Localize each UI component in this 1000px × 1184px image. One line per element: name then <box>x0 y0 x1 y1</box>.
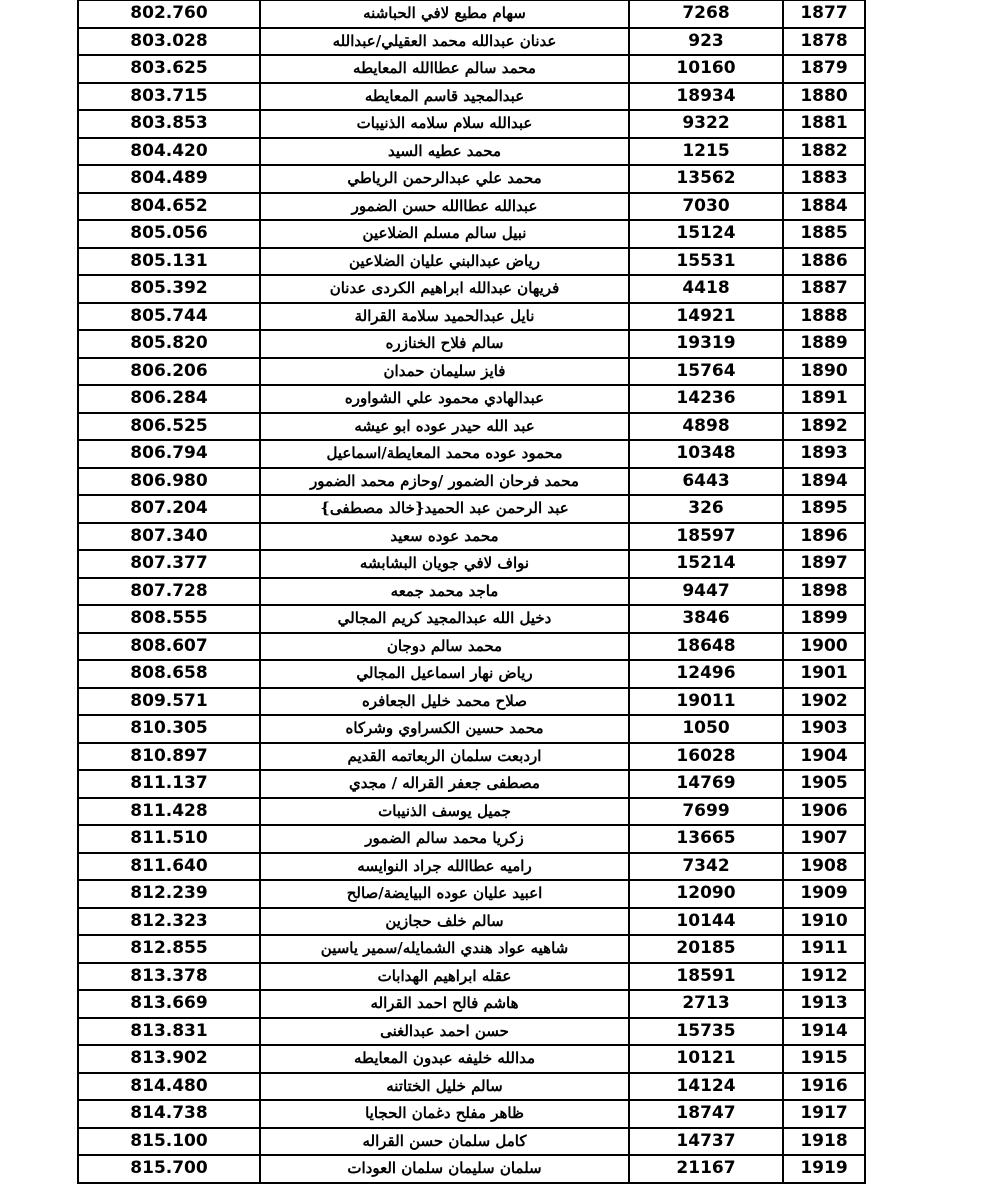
amount-cell: 805.056 <box>78 220 260 248</box>
id-cell: 19319 <box>629 330 783 358</box>
name-cell: نواف لافي جويان البشابشه <box>260 550 629 578</box>
name-cell: مصطفى جعفر القراله / مجدي <box>260 770 629 798</box>
sequence-cell: 1896 <box>783 523 865 551</box>
name-cell: سالم خلف حجازين <box>260 908 629 936</box>
name-cell: عبد الله حيدر عوده ابو عيشه <box>260 413 629 441</box>
sequence-cell: 1917 <box>783 1100 865 1128</box>
id-cell: 18648 <box>629 633 783 661</box>
table-row <box>78 1100 865 1128</box>
table-row <box>78 385 865 413</box>
sequence-cell: 1898 <box>783 578 865 606</box>
name-cell: سلمان سليمان سلمان العودات <box>260 1155 629 1183</box>
id-cell: 923 <box>629 28 783 56</box>
amount-cell: 815.700 <box>78 1155 260 1183</box>
sequence-cell: 1900 <box>783 633 865 661</box>
amount-cell: 806.980 <box>78 468 260 496</box>
sequence-cell: 1910 <box>783 908 865 936</box>
table-row <box>78 770 865 798</box>
id-cell: 15735 <box>629 1018 783 1046</box>
table-row <box>78 193 865 221</box>
name-cell: رياض عبدالبني عليان الضلاعين <box>260 248 629 276</box>
table-row <box>78 55 865 83</box>
sequence-cell: 1903 <box>783 715 865 743</box>
amount-cell: 803.853 <box>78 110 260 138</box>
amount-cell: 811.137 <box>78 770 260 798</box>
amount-cell: 809.571 <box>78 688 260 716</box>
table-row <box>78 110 865 138</box>
amount-cell: 807.204 <box>78 495 260 523</box>
id-cell: 18597 <box>629 523 783 551</box>
id-cell: 9447 <box>629 578 783 606</box>
amount-cell: 808.607 <box>78 633 260 661</box>
name-cell: عدنان عبدالله محمد العقيلي/عبدالله <box>260 28 629 56</box>
id-cell: 14737 <box>629 1128 783 1156</box>
amount-cell: 804.420 <box>78 138 260 166</box>
id-cell: 19011 <box>629 688 783 716</box>
sequence-cell: 1891 <box>783 385 865 413</box>
amount-cell: 805.744 <box>78 303 260 331</box>
table-row <box>78 578 865 606</box>
id-cell: 7030 <box>629 193 783 221</box>
table-row <box>78 1155 865 1183</box>
id-cell: 14921 <box>629 303 783 331</box>
name-cell: حسن احمد عبدالغنى <box>260 1018 629 1046</box>
table-row <box>78 138 865 166</box>
name-cell: عبدالله سلام سلامه الذنيبات <box>260 110 629 138</box>
table-row <box>78 413 865 441</box>
sequence-cell: 1879 <box>783 55 865 83</box>
table-row <box>78 550 865 578</box>
amount-cell: 805.820 <box>78 330 260 358</box>
sequence-cell: 1883 <box>783 165 865 193</box>
amount-cell: 815.100 <box>78 1128 260 1156</box>
table-row <box>78 880 865 908</box>
amount-cell: 805.392 <box>78 275 260 303</box>
id-cell: 4418 <box>629 275 783 303</box>
table-row <box>78 165 865 193</box>
sequence-cell: 1889 <box>783 330 865 358</box>
amount-cell: 810.305 <box>78 715 260 743</box>
name-cell: عبدالمجيد قاسم المعايطه <box>260 83 629 111</box>
amount-cell: 807.377 <box>78 550 260 578</box>
records-table <box>77 0 866 1184</box>
amount-cell: 813.669 <box>78 990 260 1018</box>
sequence-cell: 1915 <box>783 1045 865 1073</box>
sequence-cell: 1897 <box>783 550 865 578</box>
table-row <box>78 1073 865 1101</box>
table-row <box>78 935 865 963</box>
sequence-cell: 1888 <box>783 303 865 331</box>
amount-cell: 807.340 <box>78 523 260 551</box>
table-row <box>78 825 865 853</box>
id-cell: 13562 <box>629 165 783 193</box>
name-cell: جميل يوسف الذنيبات <box>260 798 629 826</box>
table-row <box>78 303 865 331</box>
sequence-cell: 1902 <box>783 688 865 716</box>
id-cell: 7268 <box>629 0 783 28</box>
sequence-cell: 1906 <box>783 798 865 826</box>
id-cell: 15124 <box>629 220 783 248</box>
table-row <box>78 963 865 991</box>
name-cell: محمد فرحان الضمور /وحازم محمد الضمور <box>260 468 629 496</box>
table-row <box>78 688 865 716</box>
id-cell: 2713 <box>629 990 783 1018</box>
name-cell: اردبعت سلمان الربعاتمه القديم <box>260 743 629 771</box>
id-cell: 20185 <box>629 935 783 963</box>
amount-cell: 812.855 <box>78 935 260 963</box>
name-cell: رياض نهار اسماعيل المجالي <box>260 660 629 688</box>
id-cell: 15214 <box>629 550 783 578</box>
id-cell: 326 <box>629 495 783 523</box>
id-cell: 15764 <box>629 358 783 386</box>
amount-cell: 806.206 <box>78 358 260 386</box>
sequence-cell: 1895 <box>783 495 865 523</box>
amount-cell: 803.028 <box>78 28 260 56</box>
table-row <box>78 743 865 771</box>
sequence-cell: 1919 <box>783 1155 865 1183</box>
name-cell: ماجد محمد جمعه <box>260 578 629 606</box>
name-cell: اعبيد عليان عوده البيايضة/صالح <box>260 880 629 908</box>
id-cell: 21167 <box>629 1155 783 1183</box>
id-cell: 18591 <box>629 963 783 991</box>
id-cell: 12090 <box>629 880 783 908</box>
amount-cell: 811.510 <box>78 825 260 853</box>
sequence-cell: 1886 <box>783 248 865 276</box>
table-row <box>78 220 865 248</box>
name-cell: محمد سالم عطاالله المعايطه <box>260 55 629 83</box>
table-row <box>78 440 865 468</box>
sequence-cell: 1913 <box>783 990 865 1018</box>
name-cell: محمد حسين الكسراوي وشركاه <box>260 715 629 743</box>
id-cell: 1215 <box>629 138 783 166</box>
table-row <box>78 1128 865 1156</box>
name-cell: محمد سالم دوجان <box>260 633 629 661</box>
table-row <box>78 358 865 386</box>
table-row <box>78 715 865 743</box>
amount-cell: 804.652 <box>78 193 260 221</box>
amount-cell: 810.897 <box>78 743 260 771</box>
name-cell: زكريا محمد سالم الضمور <box>260 825 629 853</box>
amount-cell: 811.428 <box>78 798 260 826</box>
sequence-cell: 1894 <box>783 468 865 496</box>
id-cell: 7342 <box>629 853 783 881</box>
name-cell: صلاح محمد خليل الجعافره <box>260 688 629 716</box>
sequence-cell: 1908 <box>783 853 865 881</box>
id-cell: 9322 <box>629 110 783 138</box>
table-row <box>78 330 865 358</box>
sequence-cell: 1878 <box>783 28 865 56</box>
amount-cell: 814.480 <box>78 1073 260 1101</box>
amount-cell: 812.323 <box>78 908 260 936</box>
sequence-cell: 1893 <box>783 440 865 468</box>
id-cell: 4898 <box>629 413 783 441</box>
name-cell: عبدالهادي محمود علي الشواوره <box>260 385 629 413</box>
amount-cell: 805.131 <box>78 248 260 276</box>
amount-cell: 802.760 <box>78 0 260 28</box>
id-cell: 10160 <box>629 55 783 83</box>
name-cell: مدالله خليفه عبدون المعايطه <box>260 1045 629 1073</box>
id-cell: 10144 <box>629 908 783 936</box>
name-cell: سهام مطيع لافي الحباشنه <box>260 0 629 28</box>
id-cell: 6443 <box>629 468 783 496</box>
table-row <box>78 28 865 56</box>
id-cell: 18934 <box>629 83 783 111</box>
sequence-cell: 1890 <box>783 358 865 386</box>
sequence-cell: 1881 <box>783 110 865 138</box>
id-cell: 12496 <box>629 660 783 688</box>
sequence-cell: 1882 <box>783 138 865 166</box>
sequence-cell: 1918 <box>783 1128 865 1156</box>
amount-cell: 803.625 <box>78 55 260 83</box>
sequence-cell: 1909 <box>783 880 865 908</box>
sequence-cell: 1914 <box>783 1018 865 1046</box>
name-cell: سالم خليل الختاتنه <box>260 1073 629 1101</box>
amount-cell: 808.555 <box>78 605 260 633</box>
table-row <box>78 660 865 688</box>
id-cell: 14236 <box>629 385 783 413</box>
name-cell: راميه عطاالله جراد النوايسه <box>260 853 629 881</box>
id-cell: 15531 <box>629 248 783 276</box>
id-cell: 7699 <box>629 798 783 826</box>
sequence-cell: 1912 <box>783 963 865 991</box>
table-row <box>78 908 865 936</box>
amount-cell: 804.489 <box>78 165 260 193</box>
records-table-body <box>78 0 865 1183</box>
name-cell: محمد عطيه السيد <box>260 138 629 166</box>
name-cell: عبد الرحمن عبد الحميد{خالد مصطفى} <box>260 495 629 523</box>
id-cell: 16028 <box>629 743 783 771</box>
name-cell: محمد علي عبدالرحمن الرياطي <box>260 165 629 193</box>
sequence-cell: 1907 <box>783 825 865 853</box>
id-cell: 10348 <box>629 440 783 468</box>
name-cell: نايل عبدالحميد سلامة القرالة <box>260 303 629 331</box>
sequence-cell: 1885 <box>783 220 865 248</box>
amount-cell: 806.525 <box>78 413 260 441</box>
id-cell: 10121 <box>629 1045 783 1073</box>
name-cell: نبيل سالم مسلم الضلاعين <box>260 220 629 248</box>
name-cell: سالم فلاح الخنازره <box>260 330 629 358</box>
name-cell: هاشم فالح احمد القراله <box>260 990 629 1018</box>
sequence-cell: 1899 <box>783 605 865 633</box>
table-row <box>78 495 865 523</box>
name-cell: عقله ابراهيم الهدابات <box>260 963 629 991</box>
id-cell: 1050 <box>629 715 783 743</box>
table-row <box>78 605 865 633</box>
sequence-cell: 1916 <box>783 1073 865 1101</box>
name-cell: محمود عوده محمد المعايطة/اسماعيل <box>260 440 629 468</box>
name-cell: فريهان عبدالله ابراهيم الكردى عدنان <box>260 275 629 303</box>
table-row <box>78 248 865 276</box>
table-row <box>78 1018 865 1046</box>
amount-cell: 807.728 <box>78 578 260 606</box>
table-row <box>78 990 865 1018</box>
amount-cell: 803.715 <box>78 83 260 111</box>
table-row <box>78 83 865 111</box>
sequence-cell: 1904 <box>783 743 865 771</box>
name-cell: فايز سليمان حمدان <box>260 358 629 386</box>
amount-cell: 813.378 <box>78 963 260 991</box>
id-cell: 14124 <box>629 1073 783 1101</box>
amount-cell: 811.640 <box>78 853 260 881</box>
id-cell: 18747 <box>629 1100 783 1128</box>
amount-cell: 806.794 <box>78 440 260 468</box>
table-row <box>78 798 865 826</box>
id-cell: 13665 <box>629 825 783 853</box>
sequence-cell: 1877 <box>783 0 865 28</box>
sequence-cell: 1887 <box>783 275 865 303</box>
name-cell: شاهيه عواد هندي الشمايله/سمير ياسين <box>260 935 629 963</box>
amount-cell: 812.239 <box>78 880 260 908</box>
sequence-cell: 1911 <box>783 935 865 963</box>
amount-cell: 814.738 <box>78 1100 260 1128</box>
amount-cell: 806.284 <box>78 385 260 413</box>
name-cell: كامل سلمان حسن القراله <box>260 1128 629 1156</box>
name-cell: عبدالله عطاالله حسن الضمور <box>260 193 629 221</box>
name-cell: محمد عوده سعيد <box>260 523 629 551</box>
name-cell: دخيل الله عبدالمجيد كريم المجالي <box>260 605 629 633</box>
amount-cell: 813.831 <box>78 1018 260 1046</box>
table-row <box>78 633 865 661</box>
sequence-cell: 1884 <box>783 193 865 221</box>
table-row <box>78 275 865 303</box>
amount-cell: 808.658 <box>78 660 260 688</box>
table-row <box>78 0 865 28</box>
sequence-cell: 1892 <box>783 413 865 441</box>
id-cell: 14769 <box>629 770 783 798</box>
sequence-cell: 1905 <box>783 770 865 798</box>
id-cell: 3846 <box>629 605 783 633</box>
table-row <box>78 523 865 551</box>
name-cell: ظاهر مفلح دغمان الحجايا <box>260 1100 629 1128</box>
sequence-cell: 1880 <box>783 83 865 111</box>
table-row <box>78 853 865 881</box>
sequence-cell: 1901 <box>783 660 865 688</box>
table-row <box>78 1045 865 1073</box>
table-row <box>78 468 865 496</box>
amount-cell: 813.902 <box>78 1045 260 1073</box>
